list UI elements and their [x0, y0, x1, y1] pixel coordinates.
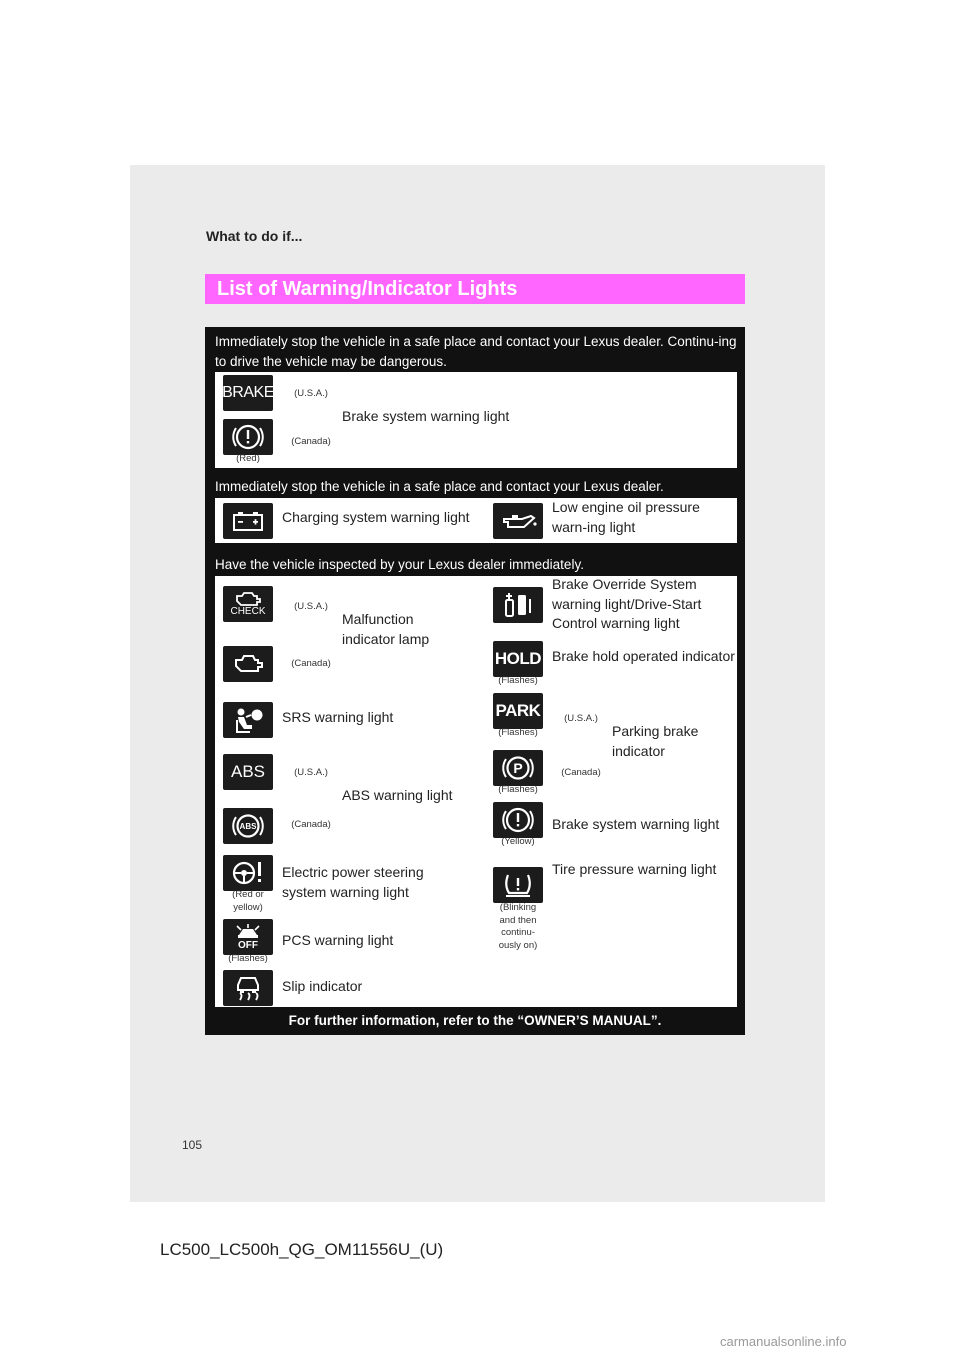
oil-can-icon	[493, 503, 543, 539]
brake-icon-label: BRAKE	[222, 384, 274, 401]
charging-warning-text: Charging system warning light	[282, 509, 470, 525]
tire-note-line: (Blinking	[499, 902, 537, 913]
page-number: 105	[182, 1138, 203, 1152]
brake-warning-text: Brake system warning light	[342, 408, 510, 424]
eps-warning-text: Electric power steering system warning light	[282, 864, 424, 900]
color-note: (Red)	[236, 453, 260, 464]
park-icon-label: PARK	[495, 701, 541, 720]
section3-heading: Have the vehicle inspected by your Lexus dealer immediately.	[215, 557, 584, 572]
tire-pressure-text: Tire pressure warning light	[552, 861, 717, 877]
canada-label: (Canada)	[291, 819, 331, 830]
oil-pressure-warning-text: Low engine oil pressure warn-ing light	[552, 499, 700, 535]
canada-label: (Canada)	[291, 658, 331, 669]
pcs-off-icon	[223, 919, 273, 955]
eps-note-line: yellow)	[233, 901, 263, 913]
tire-note-line: and then	[499, 914, 537, 926]
brake-override-text: Brake Override System warning light/Drive-Start Control warning light	[552, 576, 702, 631]
check-icon-label: CHECK	[230, 606, 266, 617]
check-engine-icon	[223, 586, 273, 622]
flashes-note: (Flashes)	[498, 727, 538, 738]
pcs-warning-text: PCS warning light	[282, 932, 394, 948]
watermark: carmanualsonline.info	[720, 1334, 847, 1349]
footer-note: For further information, refer to the “OWNER’S MANUAL”.	[288, 1013, 662, 1028]
pcs-icon-label: OFF	[238, 940, 258, 951]
tire-pressure-icon	[493, 867, 543, 903]
document-code: LC500_LC500h_QG_OM11556U_(U)	[160, 1240, 444, 1259]
brake-yellow-text: Brake system warning light	[552, 816, 720, 832]
park-icon	[493, 693, 543, 729]
page-title: List of Warning/Indicator Lights	[205, 274, 745, 304]
brake-hold-text: Brake hold operated indicator	[552, 648, 735, 664]
hold-icon	[493, 641, 543, 677]
engine-icon	[223, 646, 273, 682]
usa-label: (U.S.A.)	[294, 767, 328, 778]
eps-note	[223, 889, 273, 914]
steering-wheel-warning-icon	[223, 855, 273, 891]
section-header: What to do if...	[206, 228, 303, 244]
parking-p-circle-icon	[493, 750, 543, 786]
section1-heading: Immediately stop the vehicle in a safe place and contact your Lexus dealer. Continu-ing to drive the vehicle may be dangerous.	[215, 334, 737, 369]
tire-note	[488, 902, 548, 952]
canada-label: (Canada)	[291, 436, 331, 447]
srs-warning-text: SRS warning light	[282, 709, 394, 725]
abs-warning-text: ABS warning light	[342, 787, 453, 803]
exclamation-circle-icon	[493, 802, 543, 838]
section2-heading: Immediately stop the vehicle in a safe place and contact your Lexus dealer.	[215, 479, 664, 494]
svg-text:ABS: ABS	[239, 822, 257, 831]
tire-note-line: continu-	[501, 927, 535, 938]
tire-note-line: ously on)	[498, 939, 538, 951]
flashes-note: (Flashes)	[228, 953, 268, 964]
flashes-note: (Flashes)	[498, 675, 538, 686]
canada-label: (Canada)	[561, 767, 601, 778]
slip-indicator-icon	[223, 970, 273, 1006]
abs-text-icon	[223, 754, 273, 790]
flashes-note: (Flashes)	[498, 784, 538, 795]
slip-indicator-text: Slip indicator	[282, 978, 363, 994]
usa-label: (U.S.A.)	[294, 388, 328, 399]
brake-text-icon	[223, 375, 273, 411]
usa-label: (U.S.A.)	[564, 713, 598, 724]
eps-note-line: (Red or	[232, 889, 264, 900]
abs-circle-icon	[223, 808, 273, 844]
airbag-icon	[223, 702, 273, 738]
usa-label: (U.S.A.)	[294, 601, 328, 612]
parking-brake-text: Parking brake indicator	[612, 723, 699, 759]
svg-text:P: P	[513, 760, 523, 776]
battery-icon	[223, 503, 273, 539]
abs-icon-label: ABS	[230, 762, 266, 781]
exclamation-circle-icon	[223, 419, 273, 455]
brake-override-icon	[493, 587, 543, 623]
yellow-note: (Yellow)	[501, 836, 535, 847]
hold-icon-label: HOLD	[494, 649, 542, 668]
malfunction-indicator-text: Malfunction indicator lamp	[342, 611, 430, 647]
